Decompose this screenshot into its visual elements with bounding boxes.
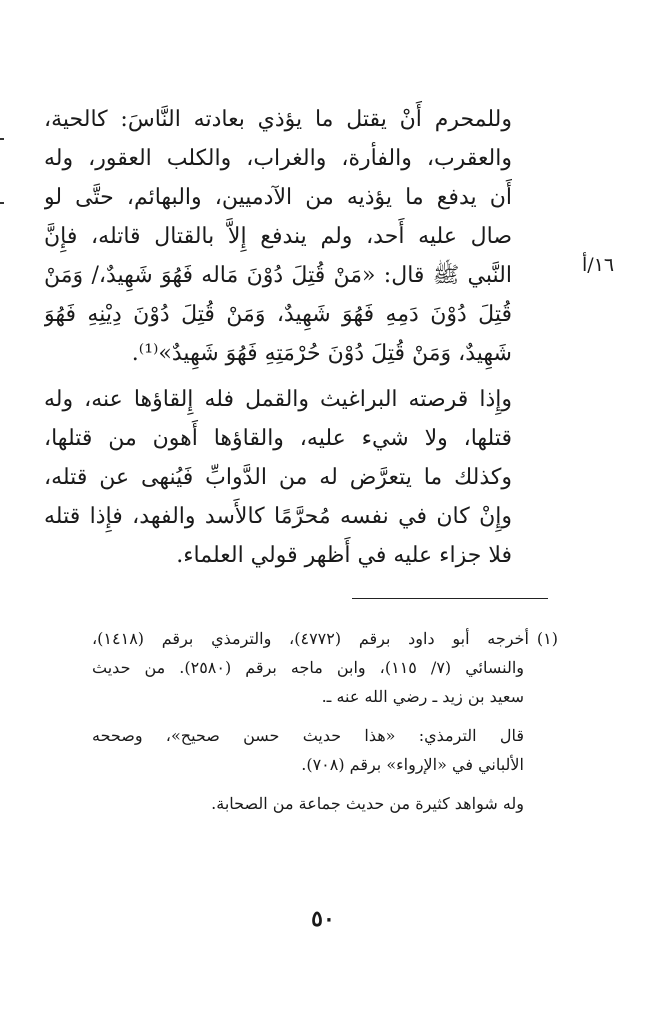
footnote-line: الألباني في «الإرواء» برقم (٧٠٨). [301,755,524,774]
footnote-1-commentary [92,721,558,779]
main-paragraph-1 [44,100,512,373]
footnote-text: أخرجه أبو داود برقم (٤٧٧٢)، والترمذي برقم (١٤١٨)، [92,629,529,648]
paragraph-line: وإِذا قرصته البراغيث والقمل فله إِلقاؤها عنه، وله [44,387,512,412]
footnote-line: والنسائي (٧/ ١١٥)، وابن ماجه برقم (٢٥٨٠). من حديث [92,658,524,677]
footnote-line: قال الترمذي: «هذا حديث حسن صحيح»، وصححه [92,726,524,745]
paragraph-line: وإِنْ كان في نفسه مُحرَّمًا كالأَسد والفهد، فإِذا قتله [44,504,512,529]
footnote-line: وله شواهد كثيرة من حديث جماعة من الصحابة. [211,794,524,813]
paragraph-line: أَن يدفع ما يؤذيه من الآدميين، والبهائم، حتَّى لو [44,185,512,210]
manuscript-folio-reference: ١٦/أ [582,254,615,276]
footnotes [92,624,558,828]
footnote-line [92,624,558,653]
paragraph-line: فلا جزاء عليه في أَظهر قولي العلماء. [176,543,512,568]
paragraph-line: صال عليه أَحد، ولم يندفع إِلاَّ بالقتال قاتله، فإِنَّ [44,224,512,249]
scan-edge-mark [0,138,4,140]
paragraph-line: وكذلك ما يتعرَّض له من الدَّوابِّ فَيُنهى عن قتله، [44,465,512,490]
main-paragraph-2 [44,380,512,575]
page-number: ٥٠ [311,906,335,932]
scan-edge-mark [0,202,4,204]
paragraph-line: وللمحرم أَنْ يقتل ما يؤذي بعادته النَّاسَ: كالحية، [44,107,512,132]
footnote-line: سعيد بن زيد ـ رضي الله عنه ـ. [321,687,524,706]
hadith-line: قُتِلَ دُوْنَ دَمِهِ فَهُوَ شَهِيدٌ، وَمَنْ قُتِلَ دُوْنَ دِيْنِهِ فَهُوَ [44,302,512,327]
footnote-number: (١) [536,629,558,648]
footnote-1-supporting-evidence [92,789,558,818]
paragraph-line: قتلها، ولا شيء عليه، والقاؤها أَهون من قتلها، [44,426,512,451]
paragraph-line: والعقرب، والفأرة، والغراب، والكلب العقور، وله [44,146,512,171]
hadith-line: النَّبي ﷺ قال: «مَنْ قُتِلَ دُوْنَ مَاله فَهُوَ شَهِيدٌ،/ وَمَنْ [44,263,512,288]
hadith-line: شَهِيدٌ، وَمَنْ قُتِلَ دُوْنَ حُرْمَتِهِ فَهُوَ شَهِيدٌ»⁽¹⁾. [131,341,512,366]
footnote-divider [352,598,548,599]
footnote-1 [92,624,558,711]
